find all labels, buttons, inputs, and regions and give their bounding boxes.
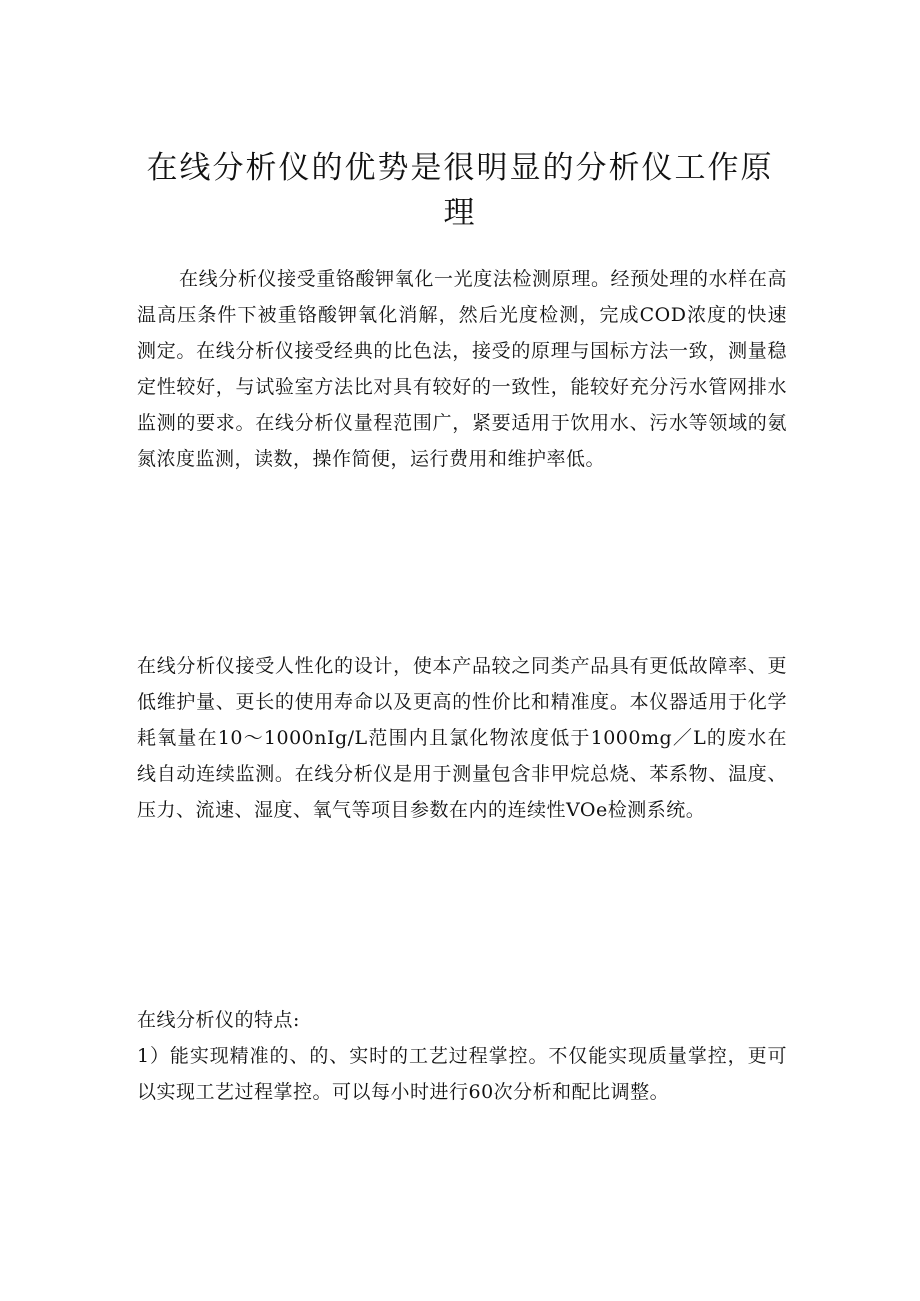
feature-item-1: 1）能实现精准的、的、实时的工艺过程掌控。不仅能实现质量掌控，更可以实现工艺过程掌控。可以每小时进行60次分析和配比调整。 bbox=[137, 1045, 787, 1103]
features-heading: 在线分析仪的特点: bbox=[137, 1009, 300, 1031]
document-title: 在线分析仪的优势是很明显的分析仪工作原理 bbox=[146, 150, 774, 231]
paragraph-principle: 在线分析仪接受重铬酸钾氧化一光度法检测原理。经预处理的水样在高温高压条件下被重铬酸钾氧化消解，然后光度检测，完成COD浓度的快速测定。在线分析仪接受经典的比色法，接受的原理与国标方法一致，测量稳定性较好，与试验室方法比对具有较好的一致性，能较好充分污水管网排水监测的要求。在线分析仪量程范围广，紧要适用于饮用水、污水等领域的氨氮浓度监测，读数，操作简便，运行费用和维护率低。 bbox=[137, 268, 787, 470]
paragraph-design: 在线分析仪接受人性化的设计，使本产品较之同类产品具有更低故障率、更低维护量、更长的使用寿命以及更高的性价比和精准度。本仪器适用于化学耗氧量在10～1000nIg/L范围内且氯化物浓度低于1000mg／L的废水在线自动连续监测。在线分析仪是用于测量包含非甲烷总烧、苯系物、温度、压力、流速、湿度、氧气等项目参数在内的连续性VOe检测系统。 bbox=[137, 655, 787, 821]
features-section bbox=[137, 1002, 787, 1110]
